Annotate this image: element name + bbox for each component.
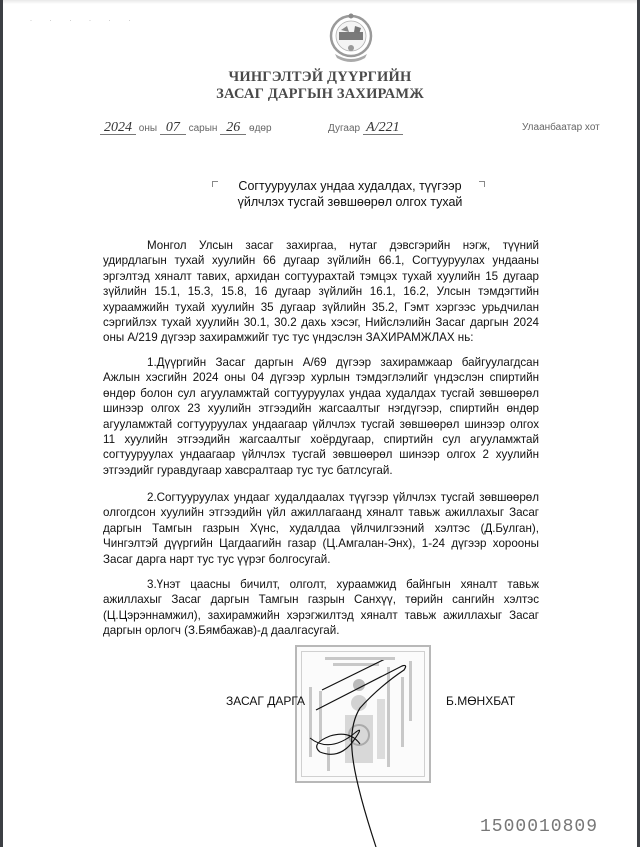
preamble-paragraph <box>103 238 539 346</box>
handwritten-signature <box>290 660 450 847</box>
signatory-name: Б.МӨНХБАТ <box>446 694 516 708</box>
date-month: 07 <box>160 122 186 135</box>
day-label: өдөр <box>249 123 272 134</box>
document-number-field <box>328 122 403 135</box>
order-item-2-text: 2.Согтууруулах ундааг худалдаалах түүгээр үйлчлэх тусгай зөвшөөрөл олгогдсон хуулийн этгээдийн үйл ажиллагаанд хяналт тавьж ажиллахыг Засаг даргын Тамгын газрын Хүнс, худалдаа үйлчилгээний хэлтэс (Д.Булган), Чингэлтэй дүүргийн Цагдаагийн газар (Ц.Амгалан-Энх), 1-24 дүгээр хорооны Засаг дарга нарт тус тус үүрэг болгосугай. <box>103 491 539 566</box>
document-number: А/221 <box>363 122 403 135</box>
state-emblem-icon <box>321 12 381 64</box>
document-type: ЗАСАГ ДАРГЫН ЗАХИРАМЖ <box>216 86 424 102</box>
page-top-edge <box>3 0 637 4</box>
date-day: 26 <box>220 122 246 135</box>
issuer-district: ЧИНГЭЛТЭЙ ДҮҮРГИЙН <box>228 69 412 85</box>
serial-number: 1500010809 <box>480 817 599 837</box>
preamble-text: Монгол Улсын засаг захиргаа, нутаг дэвсгэрийн нэгж, түүний удирдлагын тухай хуулийн 66 дугаар зүйлийн 66.1, Согтууруулах ундааны эргэлтэд хяналт тавих, архидан согтуурахтай тэмцэх тухай хуулийн 15 дугаар зүйлийн 15.1, 15.3, 15.8, 16 дугаар зүйлийн 16.1, 16.2, Улсын тэмдэгтийн хураамжийн тухай хуулийн 35 дугаар зүйлийн 35.2, Гэмт хэргээс урьдчилан сэргийлэх тухай хуулийн 30.1, 30.2 дахь хэсэг, Нийслэлийн Засаг даргын 2024 оны А/219 дүгээр захирамжийг тус тус үндэслэн ЗАХИРАМЖЛАХ нь: <box>103 239 539 345</box>
date-field <box>100 122 272 135</box>
signatory-title: ЗАСАГ ДАРГА <box>226 694 306 708</box>
scan-specks: · · · · · · <box>30 18 139 24</box>
issue-city: Улаанбаатар хот <box>522 122 600 133</box>
order-item-2 <box>103 490 539 567</box>
title-line-2: үйлчлэх тусгай зөвшөөрөл олгох тухай <box>237 195 463 209</box>
number-label: Дугаар <box>328 123 361 134</box>
order-item-3 <box>103 577 539 639</box>
page-border-left <box>0 0 3 847</box>
document-title <box>200 178 500 210</box>
year-label: оны <box>138 123 158 134</box>
order-item-3-text: 3.Үнэт цаасны бичилт, олголт, хураамжид байнгын хяналт тавьж ажиллахыг Засаг даргын Тамгын газрын Санхүү, төрийн сангийн хэлтэс (Ц.Цэрэннамжил), захирамжийн хэрэгжилтэд хяналт тавьж ажиллахыг Засаг даргын орлогч (З.Бямбажав)-д даалгасугай. <box>103 578 539 638</box>
title-line-1: Согтууруулах ундаа худалдах, түүгээр <box>238 179 462 193</box>
date-year: 2024 <box>100 122 136 135</box>
order-item-1-text: 1.Дүүргийн Засаг даргын А/69 дүгээр захирамжаар байгуулагдсан Ажлын хэсгийн 2024 оны 04 дүгээр хурлын тэмдэглэлийг үндэслэн спиртийн өндөр болон сул агууламжтай согтууруулах ундаа худалдах тусгай зөвшөөрөл шинээр олгох 23 хуулийн этгээдийн жагсаалтыг нэгдүгээр, спиртийн өндөр агууламжтай согтууруулах ундаагаар үйлчлэх тусгай зөвшөөрөл шинээр олгох 11 хуулийн этгээдийн жагсаалтыг хоёрдугаар, спиртийн сул агууламжтай согтууруулах ундаагаар үйлчлэх тусгай зөвшөөрөл шинээр олгох 2 хуулийн этгээдийг гуравдугаар хавсралтаар тус тус батлсугай. <box>103 356 539 477</box>
order-item-1 <box>103 355 539 478</box>
month-label: сарын <box>188 123 218 134</box>
